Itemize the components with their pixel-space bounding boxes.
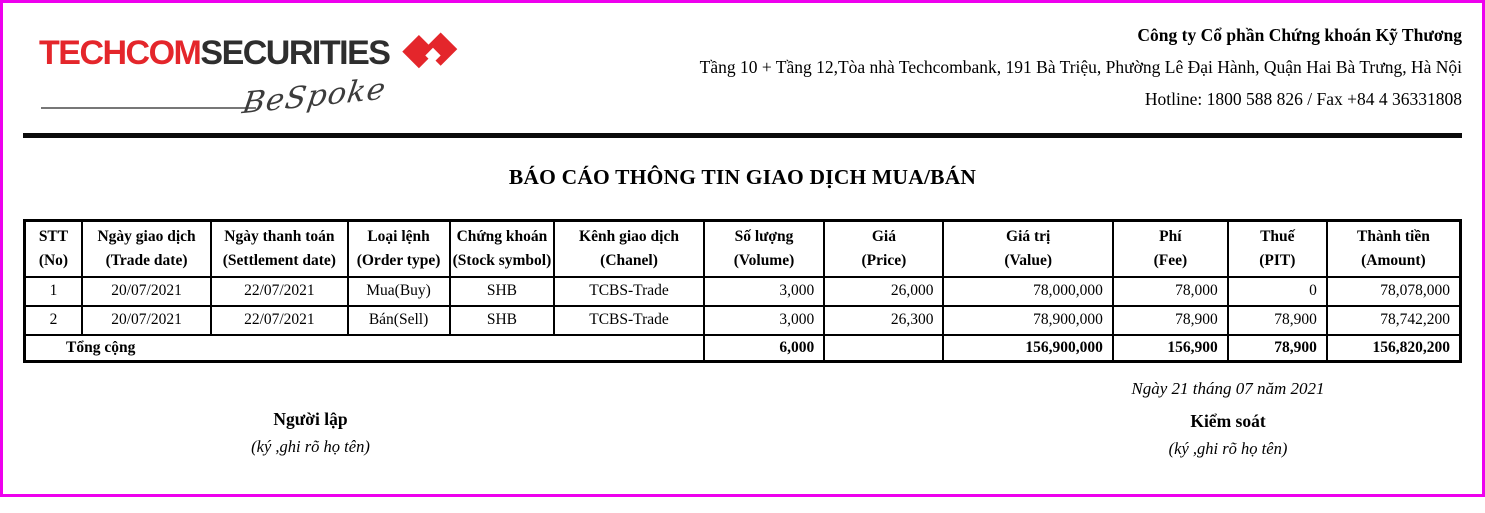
total-volume: 6,000 xyxy=(704,335,825,362)
cell-amount: 78,742,200 xyxy=(1327,306,1461,335)
double-diamond-icon xyxy=(401,21,459,81)
total-price xyxy=(824,335,943,362)
techcom-securities-logo xyxy=(39,25,459,125)
report-date: Ngày 21 tháng 07 năm 2021 xyxy=(1131,379,1325,398)
col-header-order-type: Loại lệnh (Order type) xyxy=(348,221,450,277)
total-fee: 156,900 xyxy=(1113,335,1228,362)
tagline-underline xyxy=(41,107,256,109)
cell-volume: 3,000 xyxy=(704,306,825,335)
cell-settlement-date: 22/07/2021 xyxy=(211,306,347,335)
col-header-value: Giá trị (Value) xyxy=(943,221,1112,277)
cell-settlement-date: 22/07/2021 xyxy=(211,277,347,306)
page-header xyxy=(23,15,1462,125)
col-header-stock-symbol: Chứng khoán (Stock symbol) xyxy=(450,221,555,277)
cell-price: 26,300 xyxy=(824,306,943,335)
cell-pit: 0 xyxy=(1228,277,1327,306)
cell-volume: 3,000 xyxy=(704,277,825,306)
col-header-stt: STT (No) xyxy=(25,221,82,277)
col-header-trade-date: Ngày giao dịch (Trade date) xyxy=(82,221,211,277)
table-total-row xyxy=(25,335,1461,362)
report-page xyxy=(3,3,1482,494)
col-header-volume: Số lượng (Volume) xyxy=(704,221,825,277)
logo-wordmark xyxy=(39,25,459,81)
cell-order-type: Mua(Buy) xyxy=(348,277,450,306)
controller-signature-block xyxy=(1038,411,1418,459)
logo-tagline-row xyxy=(39,71,459,125)
company-hotline: Hotline: 1800 588 826 / Fax +84 4 36331808 xyxy=(1144,89,1462,109)
logo-text xyxy=(39,34,389,73)
controller-instruction: (ký ,ghi rõ họ tên) xyxy=(1168,439,1288,458)
cell-value: 78,900,000 xyxy=(943,306,1112,335)
cell-fee: 78,000 xyxy=(1113,277,1228,306)
company-name: Công ty Cổ phần Chứng khoán Kỹ Thương xyxy=(1137,25,1462,45)
logo-text-securities: SECURITIES xyxy=(200,33,390,72)
table-header-row xyxy=(25,221,1461,277)
col-header-price: Giá (Price) xyxy=(824,221,943,277)
header-divider-rule xyxy=(23,133,1462,138)
cell-fee: 78,900 xyxy=(1113,306,1228,335)
cell-amount: 78,078,000 xyxy=(1327,277,1461,306)
cell-trade-date: 20/07/2021 xyxy=(82,277,211,306)
bespoke-tagline: BeSpoke xyxy=(240,71,389,122)
col-header-settlement-date: Ngày thanh toán (Settlement date) xyxy=(211,221,347,277)
cell-price: 26,000 xyxy=(824,277,943,306)
col-header-fee: Phí (Fee) xyxy=(1113,221,1228,277)
col-header-amount: Thành tiền (Amount) xyxy=(1327,221,1461,277)
col-header-pit: Thuế (PIT) xyxy=(1228,221,1327,277)
cell-pit: 78,900 xyxy=(1228,306,1327,335)
company-address: Tầng 10 + Tầng 12,Tòa nhà Techcombank, 191 Bà Triệu, Phường Lê Đại Hành, Quận Hai Bà Trưng, Hà Nội xyxy=(699,57,1462,77)
logo-text-techcom: TECHCOM xyxy=(39,33,201,72)
transactions-table xyxy=(23,219,1462,363)
table-row xyxy=(25,277,1461,306)
preparer-signature-block xyxy=(153,409,468,457)
controller-title: Kiểm soát xyxy=(1190,411,1266,431)
total-value: 156,900,000 xyxy=(943,335,1112,362)
table-row xyxy=(25,306,1461,335)
preparer-title: Người lập xyxy=(273,409,348,429)
cell-channel: TCBS-Trade xyxy=(554,277,703,306)
cell-trade-date: 20/07/2021 xyxy=(82,306,211,335)
cell-stt: 2 xyxy=(25,306,82,335)
signature-footer xyxy=(23,363,1462,513)
cell-stock-symbol: SHB xyxy=(450,277,555,306)
report-title: BÁO CÁO THÔNG TIN GIAO DỊCH MUA/BÁN xyxy=(508,165,977,189)
preparer-instruction: (ký ,ghi rõ họ tên) xyxy=(251,437,370,456)
company-info xyxy=(700,19,1462,115)
total-amount: 156,820,200 xyxy=(1327,335,1461,362)
cell-stt: 1 xyxy=(25,277,82,306)
cell-stock-symbol: SHB xyxy=(450,306,555,335)
cell-channel: TCBS-Trade xyxy=(554,306,703,335)
total-label: Tổng cộng xyxy=(25,335,704,362)
cell-value: 78,000,000 xyxy=(943,277,1112,306)
col-header-channel: Kênh giao dịch (Chanel) xyxy=(554,221,703,277)
cell-order-type: Bán(Sell) xyxy=(348,306,450,335)
total-pit: 78,900 xyxy=(1228,335,1327,362)
